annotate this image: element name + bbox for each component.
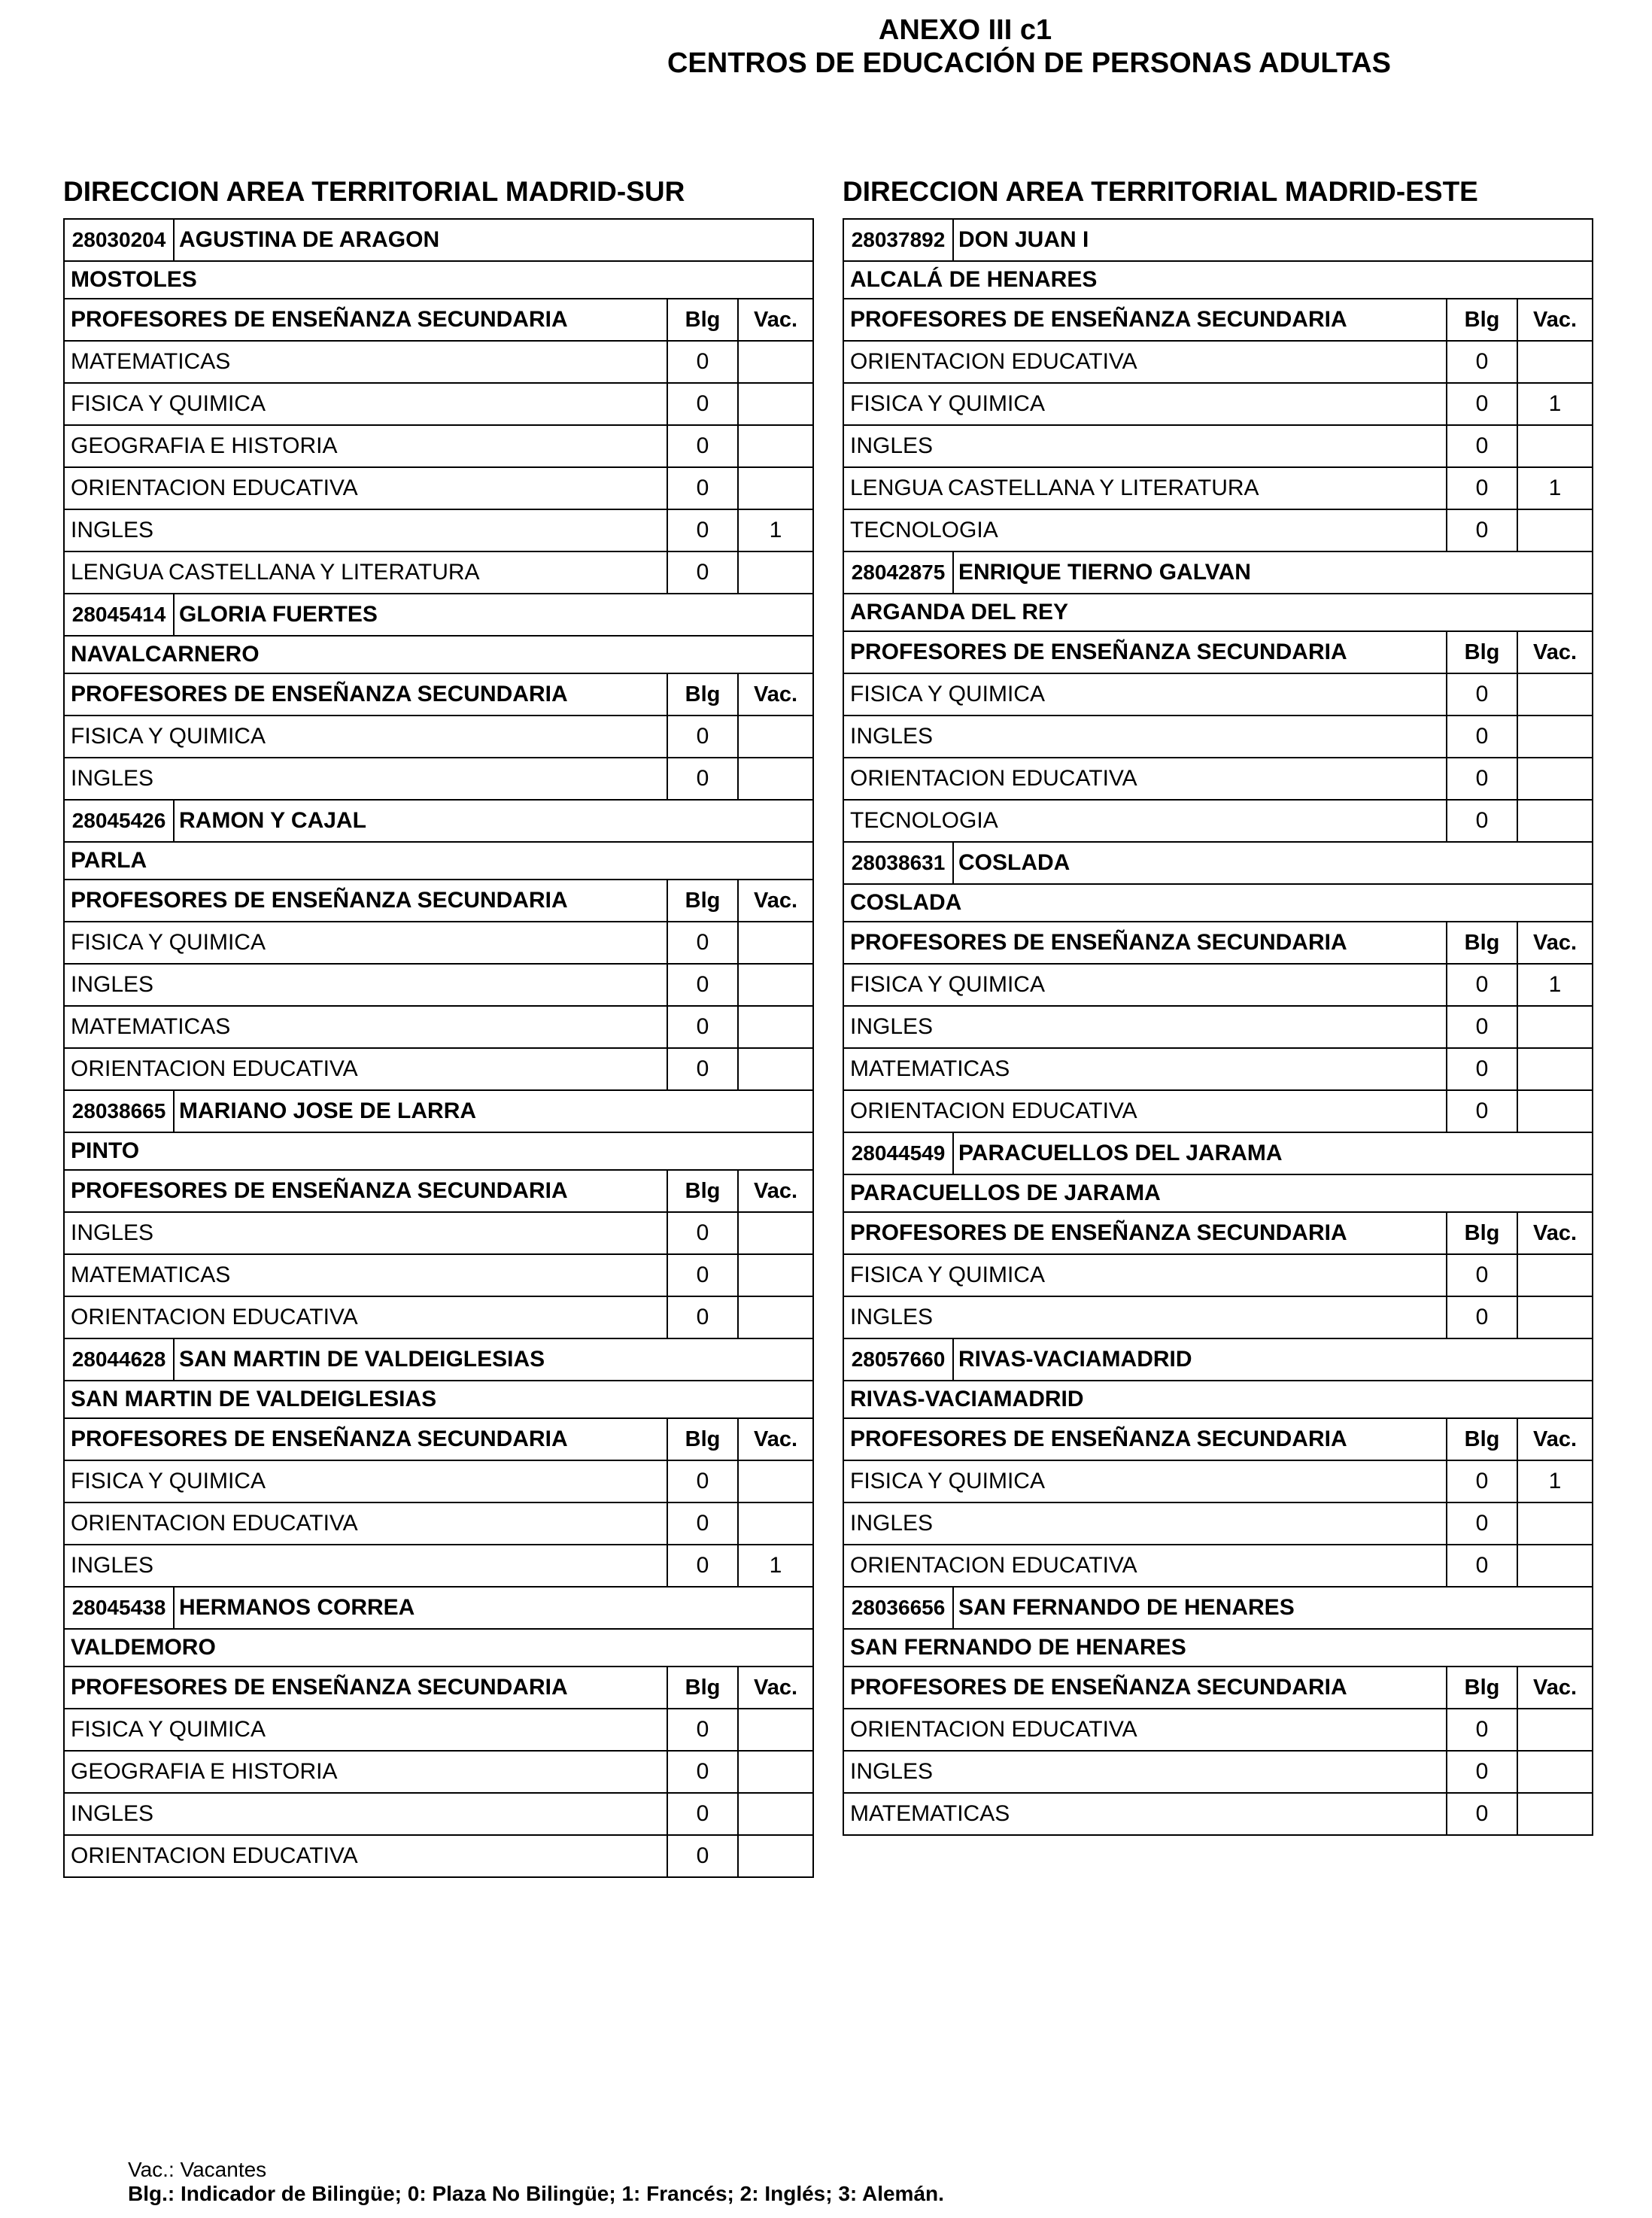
subject-name: TECNOLOGIA	[844, 510, 1447, 551]
vac-header: Vac.	[1518, 632, 1593, 673]
town-row	[65, 262, 814, 299]
blg-header: Blg	[1447, 922, 1518, 963]
subject-name: INGLES	[65, 1794, 668, 1834]
legend-bilingue: Blg.: Indicador de Bilingüe; 0: Plaza No Bilingüe; 1: Francés; 2: Inglés; 3: Alemán.	[128, 2182, 944, 2205]
subject-name: GEOGRAFIA E HISTORIA	[65, 426, 668, 466]
center-town: MOSTOLES	[71, 267, 197, 292]
subject-row	[65, 716, 814, 758]
subject-name: INGLES	[844, 1752, 1447, 1792]
subject-name: INGLES	[844, 716, 1447, 757]
center-header-row	[65, 594, 814, 637]
subject-row	[65, 552, 814, 594]
category-header: PROFESORES DE ENSEÑANZA SECUNDARIA	[65, 1419, 668, 1460]
category-header: PROFESORES DE ENSEÑANZA SECUNDARIA	[844, 1667, 1447, 1708]
vac-header: Vac.	[739, 880, 814, 921]
center-header-row	[65, 220, 814, 262]
vac-value	[739, 1709, 814, 1750]
vac-header: Vac.	[739, 299, 814, 340]
blg-value: 0	[668, 922, 739, 963]
subject-row	[844, 1461, 1593, 1503]
blg-value: 0	[1447, 1794, 1518, 1834]
town-row	[844, 1630, 1593, 1667]
subject-row	[65, 426, 814, 468]
subject-name: FISICA Y QUIMICA	[844, 1255, 1447, 1296]
vac-value: 1	[1518, 468, 1593, 509]
center-header-row	[844, 220, 1593, 262]
center-town: SAN FERNANDO DE HENARES	[850, 1635, 1186, 1660]
blg-value: 0	[1447, 1752, 1518, 1792]
subject-name: FISICA Y QUIMICA	[65, 1709, 668, 1750]
subject-name: ORIENTACION EDUCATIVA	[844, 1545, 1447, 1586]
subject-row	[844, 510, 1593, 552]
subject-row	[65, 1545, 814, 1588]
centers-table	[843, 218, 1593, 1836]
vac-value	[1518, 426, 1593, 466]
vac-header: Vac.	[1518, 1213, 1593, 1253]
blg-value: 0	[668, 1007, 739, 1047]
area-title: DIRECCION AREA TERRITORIAL MADRID-ESTE	[843, 176, 1478, 207]
blg-header: Blg	[668, 674, 739, 715]
blg-value: 0	[668, 965, 739, 1005]
vac-value	[1518, 1794, 1593, 1834]
blg-value: 0	[1447, 1049, 1518, 1089]
center-town: NAVALCARNERO	[71, 642, 260, 667]
subject-row	[65, 1836, 814, 1878]
vac-value	[739, 426, 814, 466]
subject-name: ORIENTACION EDUCATIVA	[844, 1091, 1447, 1132]
vac-value	[1518, 674, 1593, 715]
center-code: 28045426	[65, 801, 175, 841]
category-header: PROFESORES DE ENSEÑANZA SECUNDARIA	[65, 1171, 668, 1211]
blg-value: 0	[1447, 1545, 1518, 1586]
category-header: PROFESORES DE ENSEÑANZA SECUNDARIA	[844, 299, 1447, 340]
subject-row	[844, 965, 1593, 1007]
vac-value	[739, 1461, 814, 1502]
subject-row	[844, 1752, 1593, 1794]
center-header-row	[65, 1588, 814, 1630]
vac-value	[1518, 716, 1593, 757]
vac-header: Vac.	[1518, 299, 1593, 340]
vac-header: Vac.	[739, 1171, 814, 1211]
blg-value: 0	[1447, 1503, 1518, 1544]
blg-header: Blg	[1447, 1419, 1518, 1460]
blg-value: 0	[668, 1213, 739, 1253]
blg-value: 0	[1447, 758, 1518, 799]
subject-row	[844, 468, 1593, 510]
subject-name: INGLES	[844, 1007, 1447, 1047]
column-header-row	[65, 1667, 814, 1709]
subject-name: INGLES	[65, 510, 668, 551]
vac-header: Vac.	[739, 674, 814, 715]
blg-header: Blg	[668, 1667, 739, 1708]
subject-row	[844, 801, 1593, 843]
vac-value	[739, 552, 814, 593]
vac-value	[739, 716, 814, 757]
town-row	[844, 1175, 1593, 1213]
column-header-row	[844, 922, 1593, 965]
center-name: RIVAS-VACIAMADRID	[958, 1347, 1192, 1372]
category-header: PROFESORES DE ENSEÑANZA SECUNDARIA	[65, 880, 668, 921]
subject-name: MATEMATICAS	[65, 1255, 668, 1296]
subject-row	[844, 716, 1593, 758]
subject-name: FISICA Y QUIMICA	[844, 1461, 1447, 1502]
center-header-row	[844, 843, 1593, 885]
center-code: 28038631	[844, 843, 954, 883]
center-town: RIVAS-VACIAMADRID	[850, 1387, 1084, 1411]
subject-name: ORIENTACION EDUCATIVA	[844, 342, 1447, 382]
subject-row	[65, 1213, 814, 1255]
subject-name: FISICA Y QUIMICA	[65, 922, 668, 963]
category-header: PROFESORES DE ENSEÑANZA SECUNDARIA	[844, 1419, 1447, 1460]
center-header-row	[844, 1588, 1593, 1630]
vac-value	[739, 468, 814, 509]
blg-value: 0	[1447, 716, 1518, 757]
blg-value: 0	[668, 426, 739, 466]
subject-name: INGLES	[65, 758, 668, 799]
vac-value: 1	[739, 510, 814, 551]
subject-row	[65, 758, 814, 801]
vac-value	[739, 1213, 814, 1253]
subject-name: INGLES	[65, 965, 668, 1005]
blg-value: 0	[668, 1709, 739, 1750]
area-title: DIRECCION AREA TERRITORIAL MADRID-SUR	[63, 176, 685, 207]
area-column-sur	[63, 173, 814, 1878]
blg-header: Blg	[668, 1171, 739, 1211]
subject-name: MATEMATICAS	[844, 1049, 1447, 1089]
subject-name: FISICA Y QUIMICA	[844, 384, 1447, 424]
vac-value	[739, 758, 814, 799]
center-name: GLORIA FUERTES	[179, 602, 378, 627]
vac-header: Vac.	[739, 1419, 814, 1460]
blg-header: Blg	[668, 299, 739, 340]
blg-value: 0	[668, 552, 739, 593]
vac-value	[739, 965, 814, 1005]
subject-row	[844, 342, 1593, 384]
column-header-row	[844, 632, 1593, 674]
blg-value: 0	[668, 1255, 739, 1296]
vac-value	[739, 342, 814, 382]
center-code: 28057660	[844, 1339, 954, 1380]
blg-value: 0	[668, 384, 739, 424]
center-code: 28042875	[844, 552, 954, 593]
center-header-row	[65, 801, 814, 843]
blg-value: 0	[1447, 801, 1518, 841]
subject-row	[844, 758, 1593, 801]
center-name: RAMON Y CAJAL	[179, 808, 366, 833]
category-header: PROFESORES DE ENSEÑANZA SECUNDARIA	[844, 922, 1447, 963]
center-code: 28044628	[65, 1339, 175, 1380]
subject-name: FISICA Y QUIMICA	[65, 716, 668, 757]
blg-value: 0	[1447, 965, 1518, 1005]
subject-row	[65, 510, 814, 552]
subject-name: MATEMATICAS	[844, 1794, 1447, 1834]
center-name: SAN FERNANDO DE HENARES	[958, 1595, 1295, 1620]
center-name: DON JUAN I	[958, 227, 1089, 252]
subject-row	[844, 1794, 1593, 1836]
center-town: PARACUELLOS DE JARAMA	[850, 1180, 1161, 1205]
blg-value: 0	[668, 1297, 739, 1338]
center-code: 28030204	[65, 220, 175, 260]
vac-value	[1518, 1007, 1593, 1047]
vac-value	[1518, 1091, 1593, 1132]
town-row	[844, 885, 1593, 922]
blg-value: 0	[668, 1794, 739, 1834]
vac-value	[1518, 1049, 1593, 1089]
vac-value	[739, 1752, 814, 1792]
blg-value: 0	[1447, 1091, 1518, 1132]
subject-row	[844, 1545, 1593, 1588]
vac-value	[739, 1297, 814, 1338]
vac-value	[1518, 801, 1593, 841]
vac-value	[739, 1794, 814, 1834]
document-subtitle: CENTROS DE EDUCACIÓN DE PERSONAS ADULTAS	[667, 47, 1392, 79]
subject-name: LENGUA CASTELLANA Y LITERATURA	[844, 468, 1447, 509]
center-town: COSLADA	[850, 890, 962, 915]
area-column-este	[843, 173, 1593, 1836]
vac-value	[1518, 1545, 1593, 1586]
subject-row	[65, 965, 814, 1007]
subject-row	[65, 342, 814, 384]
blg-header: Blg	[1447, 632, 1518, 673]
vac-header: Vac.	[739, 1667, 814, 1708]
center-code: 28044549	[844, 1133, 954, 1174]
subject-name: FISICA Y QUIMICA	[844, 965, 1447, 1005]
subject-row	[844, 1255, 1593, 1297]
center-name: COSLADA	[958, 850, 1070, 875]
vac-header: Vac.	[1518, 1419, 1593, 1460]
center-name: HERMANOS CORREA	[179, 1595, 415, 1620]
center-town: PARLA	[71, 848, 147, 873]
blg-value: 0	[668, 1461, 739, 1502]
blg-value: 0	[1447, 1007, 1518, 1047]
column-header-row	[65, 1419, 814, 1461]
vac-value	[739, 1255, 814, 1296]
center-name: ENRIQUE TIERNO GALVAN	[958, 560, 1251, 585]
column-header-row	[65, 880, 814, 922]
subject-row	[65, 468, 814, 510]
town-row	[65, 843, 814, 880]
center-town: SAN MARTIN DE VALDEIGLESIAS	[71, 1387, 437, 1411]
subject-row	[65, 1709, 814, 1752]
blg-value: 0	[1447, 674, 1518, 715]
center-header-row	[65, 1339, 814, 1381]
vac-value: 1	[1518, 965, 1593, 1005]
blg-value: 0	[1447, 510, 1518, 551]
vac-value	[1518, 1503, 1593, 1544]
blg-header: Blg	[1447, 1667, 1518, 1708]
center-code: 28045414	[65, 594, 175, 635]
blg-value: 0	[1447, 426, 1518, 466]
subject-name: INGLES	[844, 1297, 1447, 1338]
column-header-row	[844, 1667, 1593, 1709]
vac-value	[1518, 510, 1593, 551]
center-town: PINTO	[71, 1138, 140, 1163]
vac-value: 1	[1518, 384, 1593, 424]
vac-value	[739, 1503, 814, 1544]
column-header-row	[844, 299, 1593, 342]
blg-header: Blg	[1447, 299, 1518, 340]
town-row	[844, 262, 1593, 299]
subject-name: INGLES	[65, 1545, 668, 1586]
center-header-row	[65, 1091, 814, 1133]
subject-row	[844, 1049, 1593, 1091]
subject-name: INGLES	[844, 426, 1447, 466]
blg-value: 0	[1447, 1709, 1518, 1750]
subject-row	[844, 1709, 1593, 1752]
center-town: ARGANDA DEL REY	[850, 600, 1069, 624]
subject-name: LENGUA CASTELLANA Y LITERATURA	[65, 552, 668, 593]
document-title	[0, 14, 1652, 80]
vac-value	[1518, 1709, 1593, 1750]
vac-value	[1518, 758, 1593, 799]
vac-value	[1518, 1752, 1593, 1792]
subject-row	[844, 426, 1593, 468]
vac-value	[739, 1049, 814, 1089]
subject-name: FISICA Y QUIMICA	[65, 384, 668, 424]
blg-value: 0	[668, 342, 739, 382]
vac-value	[739, 922, 814, 963]
town-row	[65, 637, 814, 674]
column-header-row	[844, 1213, 1593, 1255]
center-name: AGUSTINA DE ARAGON	[179, 227, 440, 252]
subject-name: ORIENTACION EDUCATIVA	[65, 1836, 668, 1876]
blg-value: 0	[1447, 1297, 1518, 1338]
vac-value	[739, 1836, 814, 1876]
town-row	[844, 594, 1593, 632]
subject-row	[65, 922, 814, 965]
column-header-row	[65, 1171, 814, 1213]
subject-name: ORIENTACION EDUCATIVA	[65, 1503, 668, 1544]
center-header-row	[844, 1133, 1593, 1175]
subject-name: ORIENTACION EDUCATIVA	[65, 468, 668, 509]
subject-name: TECNOLOGIA	[844, 801, 1447, 841]
vac-value	[1518, 1255, 1593, 1296]
blg-value: 0	[668, 510, 739, 551]
vac-value	[1518, 1297, 1593, 1338]
center-name: SAN MARTIN DE VALDEIGLESIAS	[179, 1347, 545, 1372]
subject-row	[844, 1007, 1593, 1049]
category-header: PROFESORES DE ENSEÑANZA SECUNDARIA	[844, 632, 1447, 673]
column-header-row	[65, 674, 814, 716]
blg-value: 0	[668, 468, 739, 509]
vac-value	[1518, 342, 1593, 382]
legend-vacantes: Vac.: Vacantes	[128, 2158, 267, 2181]
subject-row	[65, 1461, 814, 1503]
center-name: MARIANO JOSE DE LARRA	[179, 1098, 477, 1123]
center-town: ALCALÁ DE HENARES	[850, 267, 1098, 292]
center-header-row	[844, 552, 1593, 594]
center-code: 28038665	[65, 1091, 175, 1132]
subject-name: ORIENTACION EDUCATIVA	[65, 1049, 668, 1089]
vac-header: Vac.	[1518, 922, 1593, 963]
subject-row	[65, 1752, 814, 1794]
subject-name: GEOGRAFIA E HISTORIA	[65, 1752, 668, 1792]
town-row	[65, 1133, 814, 1171]
subject-name: ORIENTACION EDUCATIVA	[844, 1709, 1447, 1750]
blg-header: Blg	[1447, 1213, 1518, 1253]
subject-row	[844, 384, 1593, 426]
blg-value: 0	[1447, 384, 1518, 424]
town-row	[65, 1630, 814, 1667]
subject-name: MATEMATICAS	[65, 1007, 668, 1047]
blg-header: Blg	[668, 880, 739, 921]
blg-value: 0	[1447, 468, 1518, 509]
centers-table	[63, 218, 814, 1878]
subject-name: ORIENTACION EDUCATIVA	[65, 1297, 668, 1338]
blg-value: 0	[1447, 1461, 1518, 1502]
subject-row	[844, 1091, 1593, 1133]
subject-row	[65, 1007, 814, 1049]
center-code: 28045438	[65, 1588, 175, 1628]
blg-value: 0	[668, 1545, 739, 1586]
vac-value: 1	[1518, 1461, 1593, 1502]
subject-row	[65, 384, 814, 426]
center-name: PARACUELLOS DEL JARAMA	[958, 1141, 1283, 1165]
center-town: VALDEMORO	[71, 1635, 216, 1660]
blg-header: Blg	[668, 1419, 739, 1460]
subject-row	[844, 1297, 1593, 1339]
subject-name: INGLES	[65, 1213, 668, 1253]
subject-name: FISICA Y QUIMICA	[65, 1461, 668, 1502]
annex-title: ANEXO III c1	[878, 14, 1052, 46]
blg-value: 0	[668, 1752, 739, 1792]
subject-row	[65, 1255, 814, 1297]
subject-row	[844, 674, 1593, 716]
town-row	[65, 1381, 814, 1419]
blg-value: 0	[668, 1503, 739, 1544]
subject-row	[65, 1297, 814, 1339]
category-header: PROFESORES DE ENSEÑANZA SECUNDARIA	[844, 1213, 1447, 1253]
blg-value: 0	[1447, 342, 1518, 382]
subject-name: FISICA Y QUIMICA	[844, 674, 1447, 715]
blg-value: 0	[1447, 1255, 1518, 1296]
column-header-row	[65, 299, 814, 342]
center-code: 28037892	[844, 220, 954, 260]
vac-value: 1	[739, 1545, 814, 1586]
category-header: PROFESORES DE ENSEÑANZA SECUNDARIA	[65, 299, 668, 340]
subject-row	[65, 1503, 814, 1545]
center-code: 28036656	[844, 1588, 954, 1628]
subject-name: ORIENTACION EDUCATIVA	[844, 758, 1447, 799]
subject-row	[65, 1049, 814, 1091]
subject-name: INGLES	[844, 1503, 1447, 1544]
legend-footer	[128, 2158, 944, 2206]
town-row	[844, 1381, 1593, 1419]
blg-value: 0	[668, 716, 739, 757]
center-header-row	[844, 1339, 1593, 1381]
category-header: PROFESORES DE ENSEÑANZA SECUNDARIA	[65, 1667, 668, 1708]
column-header-row	[844, 1419, 1593, 1461]
blg-value: 0	[668, 1049, 739, 1089]
subject-row	[844, 1503, 1593, 1545]
blg-value: 0	[668, 1836, 739, 1876]
category-header: PROFESORES DE ENSEÑANZA SECUNDARIA	[65, 674, 668, 715]
blg-value: 0	[668, 758, 739, 799]
vac-header: Vac.	[1518, 1667, 1593, 1708]
vac-value	[739, 384, 814, 424]
vac-value	[739, 1007, 814, 1047]
subject-row	[65, 1794, 814, 1836]
subject-name: MATEMATICAS	[65, 342, 668, 382]
